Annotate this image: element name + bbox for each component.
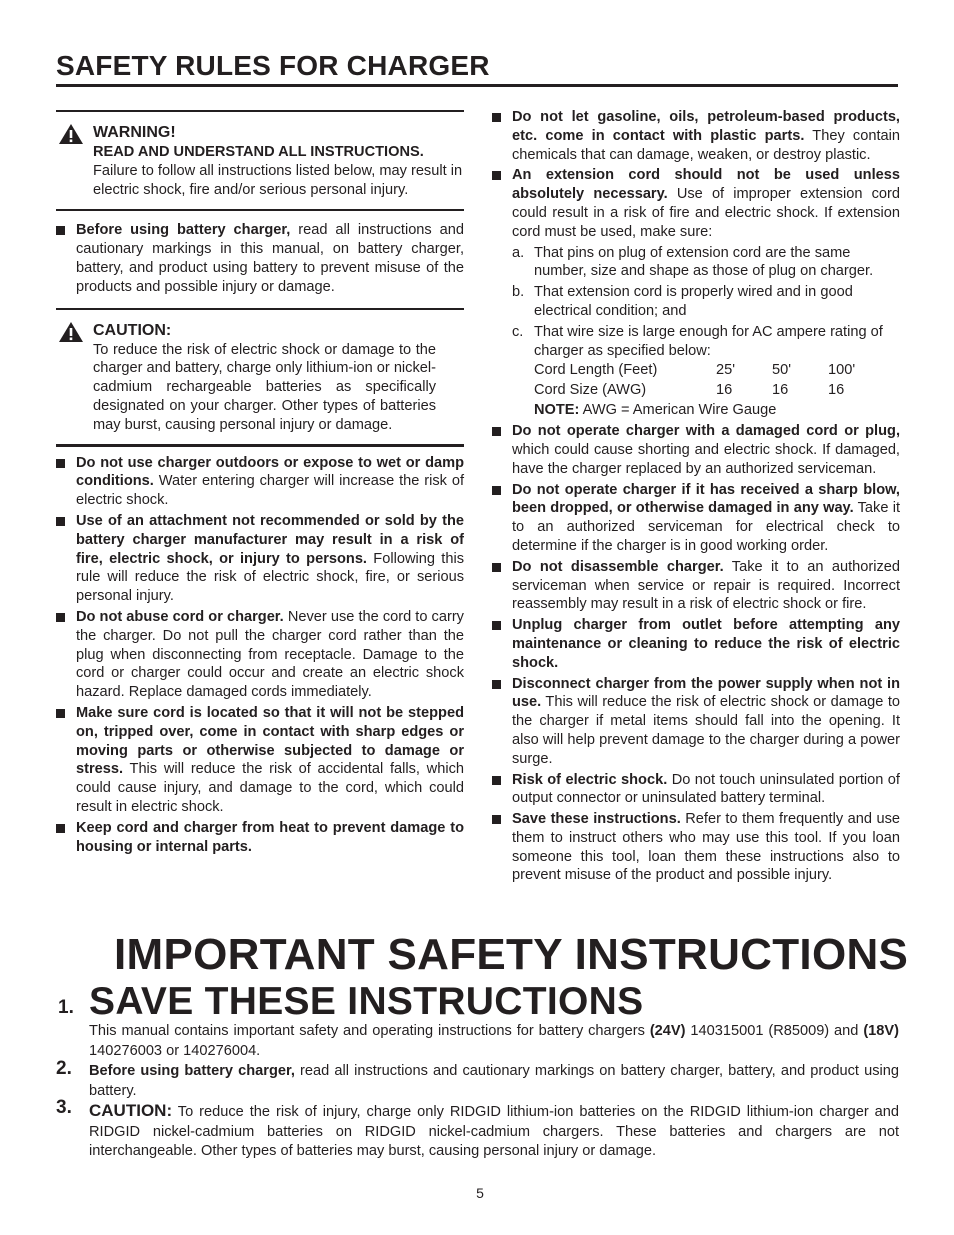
note-text: AWG = American Wire Gauge — [579, 402, 777, 419]
caution-triangle-icon — [58, 321, 84, 343]
item-text: That pins on plug of extension cord are the same number, size and shape as those of plug on charger. — [534, 244, 874, 280]
list-item — [492, 810, 900, 885]
bullet-text: Use of improper extension cord could result in a risk of fire and electric shock. If extension cord must be used, make sure: — [512, 186, 900, 240]
item-number: 1. — [58, 997, 74, 1018]
note-label: NOTE: — [534, 402, 580, 419]
awg-note — [492, 401, 900, 420]
bullet-bold: Make sure cord is located so that it will not be stepped on, tripped over, come in contact with sharp edges or moving parts or otherwise subjected to damage or stress. — [76, 704, 464, 778]
bullet-bold: Save these instructions. — [512, 811, 681, 828]
table-cell: 25' — [716, 362, 736, 379]
caution-label: CAUTION: — [89, 1101, 173, 1120]
list-item — [56, 512, 464, 606]
warning-text: Failure to follow all instructions listed below, may result in electric shock, fire and/or serious personal injury. — [93, 162, 463, 198]
bullet-bold: Do not let gasoline, oils, petroleum-based products, etc. come in contact with plastic parts. — [512, 109, 900, 144]
section-title: SAFETY RULES FOR CHARGER — [56, 50, 490, 81]
list-item — [512, 323, 900, 361]
bullet-bold: Before using battery charger, — [76, 222, 291, 239]
caution-top-rule — [56, 308, 464, 310]
list-item — [56, 608, 464, 702]
item-letter: a. — [512, 244, 525, 261]
item-3 — [56, 1097, 899, 1162]
table-cell: Cord Length (Feet) — [534, 362, 658, 379]
list-item — [512, 244, 900, 282]
warning-triangle-icon — [58, 123, 84, 145]
voltage-label: (24V) — [649, 1023, 686, 1039]
bullet-bold: Risk of electric shock. — [512, 771, 668, 788]
item-number: 3. — [56, 1097, 72, 1118]
bullet-bold: An extension cord should not be used unless absolutely necessary. — [512, 167, 900, 203]
important-safety-title: IMPORTANT SAFETY INSTRUCTIONS — [114, 930, 909, 979]
table-cell: 16 — [828, 382, 845, 399]
right-bullet-gasoline — [492, 108, 900, 164]
list-item — [56, 704, 464, 817]
caution-text: To reduce the risk of electric shock or damage to the charger and battery, charge only lithium-ion or nickel-cadmium rechargeable batteries as specifically designated on your charger. Other types of batteries may burst, causing personal injury or damage. — [93, 341, 436, 433]
left-bullet-list — [56, 454, 464, 857]
item-text: This manual contains important safety and operating instructions for battery chargers — [89, 1023, 650, 1039]
right-column — [492, 108, 900, 885]
bullet-text: Never use the cord to carry the charger. Do not pull the charger cord rather than the plug when disconnecting from receptacle. Damage to the cord or charger could occur and create an electric shock hazard. Replace damaged cords immediately. — [76, 608, 464, 701]
item-bold: Before using battery charger, — [89, 1063, 295, 1079]
warning-callout — [56, 123, 464, 199]
warning-top-rule — [56, 110, 464, 112]
bullet-bold: Unplug charger from outlet before attempting any maintenance or cleaning to reduce the risk of electric shock. — [512, 617, 900, 671]
bullet-text: Take it to an authorized serviceman when service or repair is required. Incorrect reassembly may result in a risk of electric shock or fire. — [512, 558, 900, 613]
warning-heading: WARNING! — [93, 124, 176, 141]
right-bullet-extension-cord — [492, 166, 900, 241]
item-text: 140276003 or 140276004. — [89, 1042, 261, 1059]
voltage-label: (18V) — [863, 1023, 899, 1039]
extension-cord-sublist — [492, 244, 900, 361]
page-number: 5 — [476, 1185, 484, 1201]
list-item — [492, 422, 900, 478]
table-cell: 50' — [772, 362, 792, 379]
cord-size-table — [534, 360, 855, 400]
bullet-bold: Do not operate charger if it has received a sharp blow, been dropped, or otherwise damaged in any way. — [512, 481, 900, 517]
bullet-text: This will reduce the risk of accidental falls, which could cause injury, and damage to the cord, which could result in electric shock. — [76, 761, 464, 815]
item-2 — [56, 1058, 899, 1101]
bullet-text: Water entering charger will increase the risk of electric shock. — [76, 473, 464, 509]
bullet-bold: Do not disassemble charger. — [512, 558, 724, 575]
save-instructions-title: SAVE THESE INSTRUCTIONS — [89, 980, 644, 1023]
bullet-bold: Do not abuse cord or charger. — [76, 608, 284, 625]
bullet-text: Refer to them frequently and use them to instruct others who may use this tool. If you loan someone this tool, loan them these instructions also to prevent misuse of the product and possible injury. — [512, 811, 900, 884]
warning-subheading: READ AND UNDERSTAND ALL INSTRUCTIONS. — [93, 144, 424, 160]
table-row — [534, 380, 855, 400]
bullet-text: read all instructions and cautionary markings in this manual, on battery charger, battery, and product using battery to prevent misuse of the products and possible injury or damage. — [76, 222, 464, 295]
item-text: That extension cord is properly wired and in good electrical condition; and — [534, 284, 853, 319]
bullet-text: Take it to an authorized serviceman for electrical check to determine if the charger is in good working order. — [512, 500, 901, 554]
title-rule — [56, 84, 898, 87]
list-item — [512, 283, 900, 321]
left-column — [56, 110, 464, 856]
item-letter: c. — [512, 323, 524, 340]
bullet-text: They contain chemicals that can damage, weaken, or destroy plastic. — [512, 127, 900, 163]
table-cell: 16 — [716, 382, 733, 399]
bullet-text: This will reduce the risk of electric shock or damage to the charger if metal items should fall into the opening. It also will help prevent damage to the charger during a power surge. — [512, 694, 900, 767]
bullet-bold: Disconnect charger from the power supply when not in use. — [512, 675, 900, 711]
item-text: To reduce the risk of injury, charge only RIDGID lithium-ion batteries on the RIDGID lithium-ion charger and RIDGID nickel-cadmium batteries on RIDGID nickel-cadmium chargers. These batteries and chargers are not interchangeable. Other types of batteries may burst, causing personal injury or damage. — [89, 1104, 899, 1159]
bullet-text: Following this rule will reduce the risk of electric shock, fire, or serious personal injury. — [76, 550, 464, 605]
table-row — [534, 360, 855, 380]
list-item — [56, 454, 464, 510]
list-item — [492, 481, 900, 556]
bullet-text: Do not touch uninsulated portion of output connector or uninsulated battery terminal. — [512, 771, 900, 807]
caution-callout — [56, 321, 464, 435]
table-cell: 100' — [828, 362, 856, 379]
bullet-bold: Do not use charger outdoors or expose to wet or damp conditions. — [76, 454, 464, 490]
list-item — [492, 616, 900, 672]
item-letter: b. — [512, 284, 525, 301]
table-cell: 16 — [772, 382, 789, 399]
item-1-text — [56, 1022, 899, 1061]
item-text: read all instructions and cautionary markings on battery charger, battery, and product using battery. — [89, 1063, 899, 1099]
item-text: That wire size is large enough for AC ampere rating of charger as specified below: — [534, 323, 883, 359]
list-item — [492, 675, 900, 769]
bullet-bold: Keep cord and charger from heat to prevent damage to housing or internal parts. — [76, 819, 464, 855]
bullet-bold: Do not operate charger with a damaged cord or plug, — [512, 423, 900, 440]
list-item — [56, 819, 464, 857]
item-number: 2. — [56, 1058, 72, 1079]
bullet-bold: Use of an attachment not recommended or sold by the battery charger manufacturer may result in a risk of fire, electric shock, or injury to persons. — [76, 512, 464, 567]
bullet-text: which could cause shorting and electric shock. If damaged, have the charger replaced by an authorized serviceman. — [512, 441, 900, 477]
warning-bottom-rule — [56, 209, 464, 211]
list-item — [492, 771, 900, 809]
caution-heading: CAUTION: — [93, 321, 172, 339]
table-cell: Cord Size (AWG) — [534, 382, 647, 399]
caution-bottom-rule — [56, 444, 464, 447]
item-text: 140315001 (R85009) and — [685, 1023, 864, 1039]
left-bullet-before-using — [56, 221, 464, 296]
list-item — [492, 558, 900, 614]
